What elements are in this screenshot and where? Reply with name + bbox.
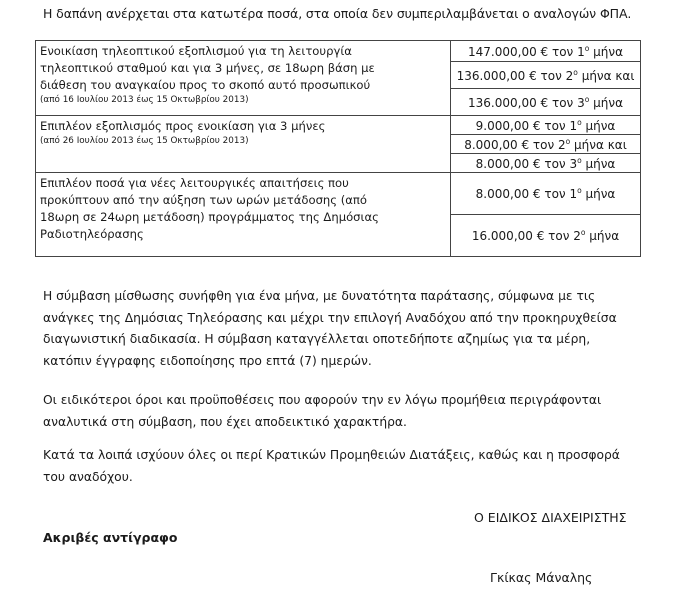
table-row (36, 116, 641, 135)
signer-title: Ο ΕΙΔΙΚΟΣ ΔΙΑΧΕΙΡΙΣΤΗΣ (474, 510, 627, 525)
signer-name: Γκίκας Μάναλης (490, 570, 593, 585)
contract-paragraph (43, 286, 617, 372)
description-line: προκύπτουν από την αύξηση των ωρών μετάδοσης (από (40, 193, 367, 208)
description-line: τηλεοπτικού σταθμού και για 3 μήνες, σε 18ωρη βάση με (40, 61, 375, 75)
paragraph-line: Οι ειδικότεροι όροι και προϋποθέσεις που αφορούν την εν λόγω προμήθεια περιγράφονται (43, 393, 602, 407)
amount-cell: 136.000,00 € τον $2^o$ μήνα και (451, 62, 641, 89)
cost-table (35, 40, 641, 257)
paragraph-line: Κατά τα λοιπά ισχύουν όλες οι περί Κρατικών Προμηθειών Διατάξεις, καθώς και η προσφορά (43, 448, 620, 462)
paragraph-line: κατόπιν έγγραφης ειδοποίησης προ επτά (7) ημερών. (43, 353, 372, 368)
paragraph-line: Η σύμβαση μίσθωσης συνήφθη για ένα μήνα, με δυνατότητα παράτασης, σύμφωνα με τις (43, 289, 596, 303)
description-line: διάθεση του αναγκαίου προς το σκοπό αυτό προσωπικού (40, 78, 371, 92)
description-line: 18ωρη σε 24ωρη μετάδοση) προγράμματος της Δημόσιας (40, 210, 379, 225)
period-note: (από 16 Ιουλίου 2013 έως 15 Οκτωβρίου 2013) (40, 95, 249, 105)
description-line: Ραδιοτηλεόρασης (40, 227, 144, 242)
amount-cell: 136.000,00 € τον $3^o$ μήνα (451, 89, 641, 116)
description-line: Επιπλέον εξοπλισμός προς ενοικίαση για 3 μήνες (40, 119, 326, 134)
true-copy-label: Ακριβές αντίγραφο (43, 530, 178, 545)
amount-cell: 16.000,00 € τον $2^o$ μήνα (451, 215, 641, 257)
amount-cell: 147.000,00 € τον $1^o$ μήνα (451, 41, 641, 62)
period-note: (από 26 Ιουλίου 2013 έως 15 Οκτωβρίου 2013) (40, 136, 249, 147)
amount-cell: 9.000,00 € τον $1^o$ μήνα (451, 116, 641, 135)
table-row (36, 41, 641, 62)
table-row (36, 173, 641, 215)
amount-cell: 8.000,00 € τον $3^o$ μήνα (451, 154, 641, 173)
row-description (36, 116, 451, 173)
paragraph-line: διαγωνιστική διαδικασία. Η σύμβαση καταγγέλλεται οποτεδήποτε αζημίως για τα μέρη, (43, 332, 591, 346)
row-description (36, 173, 451, 257)
paragraph-line: του αναδόχου. (43, 469, 133, 484)
description-line: Επιπλέον ποσά για νέες λειτουργικές απαιτήσεις που (40, 176, 349, 191)
paragraph-line: αναλυτικά στη σύμβαση, που έχει αποδεικτικό χαρακτήρα. (43, 414, 407, 429)
paragraph-line: ανάγκες της Δημόσιας Τηλεόρασης και μέχρι την επιλογή Αναδόχου από την προκηρυχθείσα (43, 310, 617, 325)
row-description (36, 41, 451, 116)
amount-cell: 8.000,00 € τον $1^o$ μήνα (451, 173, 641, 215)
terms-paragraph (43, 390, 601, 433)
intro-text: Η δαπάνη ανέρχεται στα κατωτέρα ποσά, στα οποία δεν συμπεριλαμβάνεται ο αναλογών ΦΠΑ. (43, 6, 632, 21)
provisions-paragraph (43, 445, 620, 488)
description-line: Ενοικίαση τηλεοπτικού εξοπλισμού για τη λειτουργία (40, 44, 352, 58)
amount-cell: 8.000,00 € τον $2^o$ μήνα και (451, 135, 641, 154)
